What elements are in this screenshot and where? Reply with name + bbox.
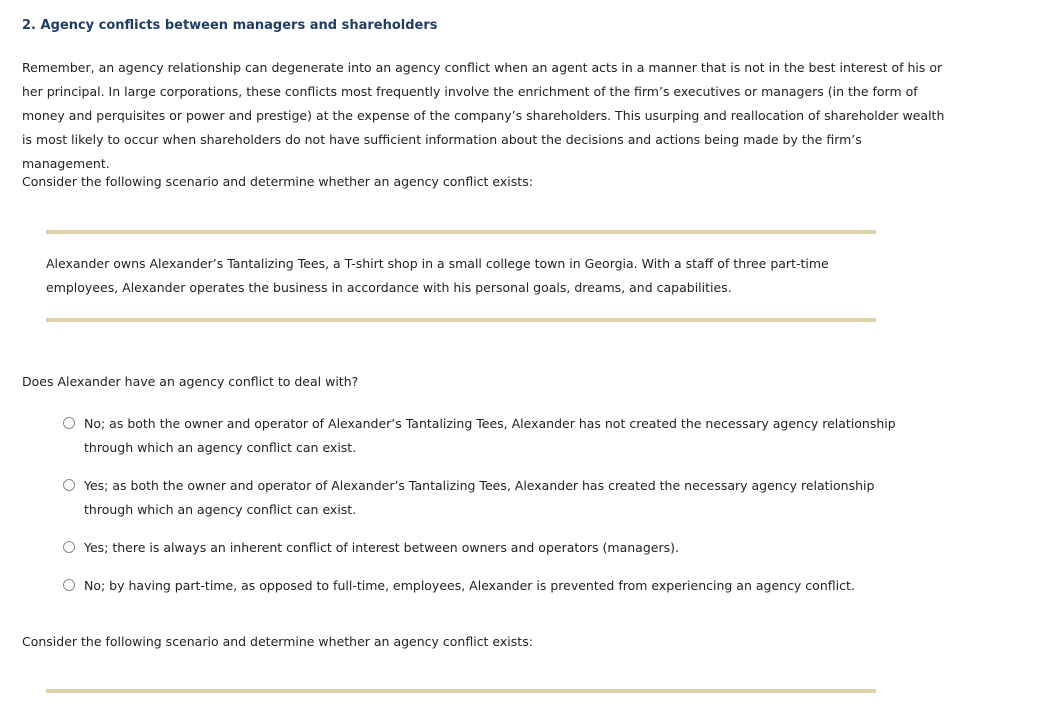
scenario-prompt: Consider the following scenario and determine whether an agency conflict exists:	[22, 174, 533, 189]
radio-button[interactable]	[63, 479, 75, 491]
answer-option-4[interactable]	[63, 574, 913, 598]
scenario-top-rule	[46, 230, 876, 234]
scenario-2-top-rule	[46, 689, 876, 693]
option-label[interactable]: Yes; there is always an inherent conflict of interest between owners and operators (managers).	[84, 540, 679, 555]
answer-option-3[interactable]	[63, 536, 913, 560]
answer-option-1[interactable]	[63, 412, 913, 460]
scenario-prompt-2: Consider the following scenario and determine whether an agency conflict exists:	[22, 634, 533, 649]
radio-button[interactable]	[63, 579, 75, 591]
scenario-text: Alexander owns Alexander’s Tantalizing Tees, a T-shirt shop in a small college town in Georgia. With a staff of three part-time employees, Alexander operates the business in accordance with his personal goals, dreams, and capabilities.	[46, 256, 829, 295]
answer-option-2[interactable]	[63, 474, 913, 522]
radio-button[interactable]	[63, 541, 75, 553]
option-label[interactable]: No; as both the owner and operator of Alexander’s Tantalizing Tees, Alexander has not created the necessary agency relationship through which an agency conflict can exist.	[84, 416, 896, 455]
question-text: Does Alexander have an agency conflict to deal with?	[22, 374, 359, 389]
radio-button[interactable]	[63, 417, 75, 429]
scenario-bottom-rule	[46, 318, 876, 322]
option-label[interactable]: Yes; as both the owner and operator of Alexander’s Tantalizing Tees, Alexander has created the necessary agency relationship through which an agency conflict can exist.	[84, 478, 875, 517]
option-label[interactable]: No; by having part-time, as opposed to full-time, employees, Alexander is prevented from experiencing an agency conflict.	[84, 578, 855, 593]
section-heading: 2. Agency conflicts between managers and shareholders	[22, 18, 438, 33]
intro-paragraph: Remember, an agency relationship can degenerate into an agency conflict when an agent acts in a manner that is not in the best interest of his or her principal. In large corporations, these conflicts most frequently involve the enrichment of the firm’s executives or managers (in the form of money and perquisites or power and prestige) at the expense of the company’s shareholders. This usurping and reallocation of shareholder wealth is most likely to occur when shareholders do not have sufficient information about the decisions and actions being made by the firm’s management.	[22, 60, 945, 171]
